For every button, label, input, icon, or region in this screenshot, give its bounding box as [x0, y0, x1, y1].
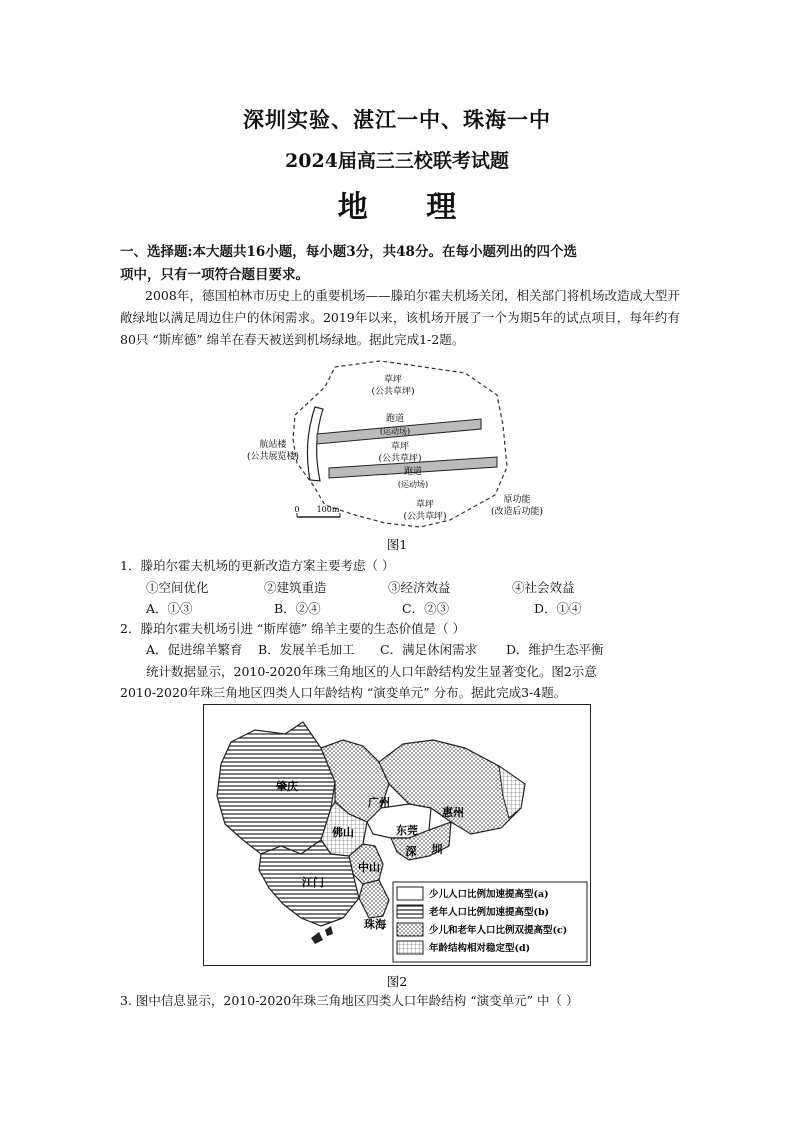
city-shen: 深: [405, 845, 417, 858]
legend-swatch-c: [397, 923, 423, 936]
question-2-options: [146, 640, 646, 658]
label-grass-mid-sub: (公共草坪): [378, 454, 422, 464]
city-foshan: 佛山: [332, 826, 354, 839]
q1-item-3: ③经济效益: [388, 580, 451, 595]
q1-item-4: ④社会效益: [512, 580, 575, 595]
city-jiangmen: 江门: [302, 876, 324, 889]
passage-2-line2: 2010-2020年珠三角地区四类人口年龄结构 “演变单元” 分布。据此完成3-4题。: [120, 685, 567, 700]
q1-option-c[interactable]: C．②③: [402, 601, 450, 616]
passage-2-line1: 统计数据显示，2010-2020年珠三角地区的人口年龄结构发生显著变化。图2示意: [146, 664, 597, 679]
q1-item-1: ①空间优化: [146, 580, 209, 595]
label-original-sub: (改造后功能): [490, 507, 544, 517]
scale-zero: 0: [294, 505, 300, 514]
label-grass-top-sub: (公共草坪): [371, 387, 415, 397]
question-2-stem: 2．滕珀尔霍夫机场引进 “斯库德” 绵羊主要的生态价值是（ ）: [120, 621, 466, 636]
city-dongguan: 东莞: [396, 824, 418, 837]
q2-option-d[interactable]: D．维护生态平衡: [506, 642, 604, 657]
label-runway-2: 跑道: [403, 467, 423, 477]
subject-title: 地 理: [337, 190, 481, 225]
q2-option-b[interactable]: B．发展羊毛加工: [258, 642, 355, 657]
legend-swatch-b: [397, 905, 423, 918]
label-grass-top: 草坪: [383, 375, 403, 385]
label-runway-2-sub: (运动场): [397, 480, 429, 489]
legend-swatch-d: [397, 941, 423, 954]
q1-option-b[interactable]: B．②④: [274, 601, 321, 616]
label-terminal: 航站楼: [259, 440, 287, 450]
label-runway-1: 跑道: [385, 414, 405, 424]
scale-length: 100m: [316, 505, 340, 514]
q2-option-c[interactable]: C．满足休闲需求: [380, 642, 478, 657]
label-original: 原功能: [503, 495, 531, 505]
question-3-stem: 3. 图中信息显示，2010-2020年珠三角地区四类人口年龄结构 “演变单元” 中（ ）: [120, 993, 579, 1008]
q1-option-d[interactable]: D．①④: [534, 601, 582, 616]
label-runway-1-sub: (运动场): [379, 427, 411, 436]
question-1-options: [146, 599, 646, 617]
city-zhongshan: 中山: [358, 861, 380, 874]
legend-label-a: 少儿人口比例加速提高型(a): [429, 889, 549, 900]
legend-swatch-a: [397, 887, 423, 900]
figure-1-caption: 图1: [386, 537, 408, 552]
city-zhuhai: 珠海: [364, 918, 386, 931]
label-grass-mid: 草坪: [390, 442, 410, 452]
figure-2-prd-map: [203, 704, 591, 966]
map-legend: [393, 882, 587, 962]
city-guangzhou: 广州: [368, 796, 390, 809]
legend-label-b: 老年人口比例加速提高型(b): [429, 907, 550, 918]
legend-label-c: 少儿和老年人口比例双提高型(c): [429, 925, 568, 936]
section-heading-line2: 项中，只有一项符合题目要求。: [120, 267, 309, 283]
city-zhen: 圳: [431, 843, 443, 856]
q2-option-a[interactable]: A．促进绵羊繁育: [146, 642, 243, 657]
label-grass-bottom: 草坪: [415, 500, 435, 510]
label-grass-bottom-sub: (公共草坪): [403, 512, 447, 522]
q1-item-2: ②建筑重造: [264, 580, 327, 595]
section-heading-line1: 一、选择题:本大题共16小题，每小题3分，共48分。在每小题列出的四个选: [120, 244, 577, 260]
legend-label-d: 年龄结构相对稳定型(d): [429, 943, 531, 954]
q1-option-a[interactable]: A．①③: [146, 601, 193, 616]
school-names-title: 深圳实验、湛江一中、珠海一中: [243, 107, 551, 132]
exam-title: 2024届高三三校联考试题: [285, 150, 509, 172]
question-1-items: [146, 578, 646, 596]
city-huizhou: 惠州: [442, 806, 464, 819]
city-zhaoqing: 肇庆: [276, 780, 298, 793]
passage-1: 2008年，德国柏林市历史上的重要机场——滕珀尔霍夫机场关闭，相关部门将机场改造成大型开敞绿地以满足周边住户的休闲需求。2019年以来，该机场开展了一个为期5年的试点项目，每年约有80只 “斯库德” 绵羊在春天被送到机场绿地。据此完成1-2题。: [120, 288, 680, 347]
label-terminal-sub: (公共展览楼): [246, 452, 300, 462]
figure-2-caption: 图2: [386, 974, 408, 989]
question-1-stem: 1．滕珀尔霍夫机场的更新改造方案主要考虑（ ）: [120, 558, 395, 573]
figure-1-airport-map: [235, 355, 565, 535]
